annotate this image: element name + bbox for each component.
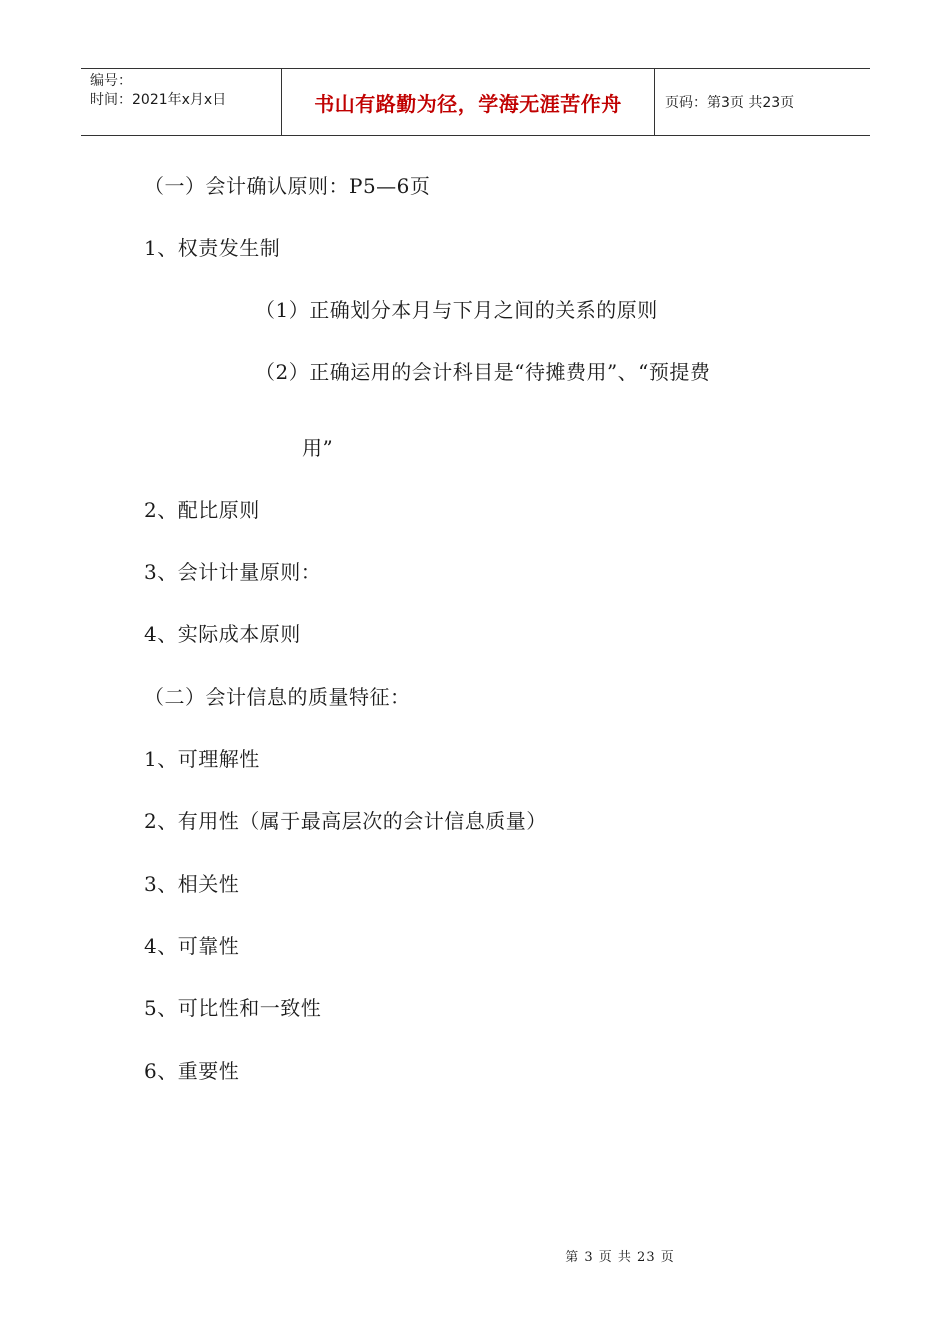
header-motto-cell [282, 69, 655, 135]
page-footer [0, 1246, 950, 1265]
list-item: 2、有用性（属于最高层次的会计信息质量） [144, 809, 547, 833]
list-item: 4、实际成本原则 [144, 622, 301, 646]
sub-list-item: （2）正确运用的会计科目是“待摊费用”、“预提费 [255, 360, 711, 384]
header-page-info: 页码：第3页 共23页 [665, 95, 795, 111]
list-item: 5、可比性和一致性 [144, 996, 322, 1020]
header-motto: 书山有路勤为径，学海无涯苦作舟 [314, 91, 622, 116]
list-item: 1、权责发生制 [144, 236, 281, 260]
list-item: 6、重要性 [144, 1059, 240, 1083]
section-heading-recognition: （一）会计确认原则：P5—6页 [144, 174, 431, 198]
sub-list-item: （1）正确划分本月与下月之间的关系的原则 [255, 298, 658, 322]
document-header [81, 68, 870, 136]
list-item: 2、配比原则 [144, 498, 260, 522]
sub-list-item-continuation: 用” [302, 436, 334, 460]
header-page-cell [655, 69, 870, 135]
section-heading-quality: （二）会计信息的质量特征： [144, 685, 411, 709]
list-item: 4、可靠性 [144, 934, 240, 958]
footer-page-number: 第 3 页 共 23 页 [565, 1250, 675, 1265]
document-number-label: 编号： [90, 73, 132, 89]
list-item: 3、相关性 [144, 872, 240, 896]
list-item: 1、可理解性 [144, 747, 260, 771]
document-date: 时间：2021年x月x日 [90, 92, 227, 108]
list-item: 3、会计计量原则： [144, 560, 322, 584]
header-meta-cell [81, 69, 282, 135]
